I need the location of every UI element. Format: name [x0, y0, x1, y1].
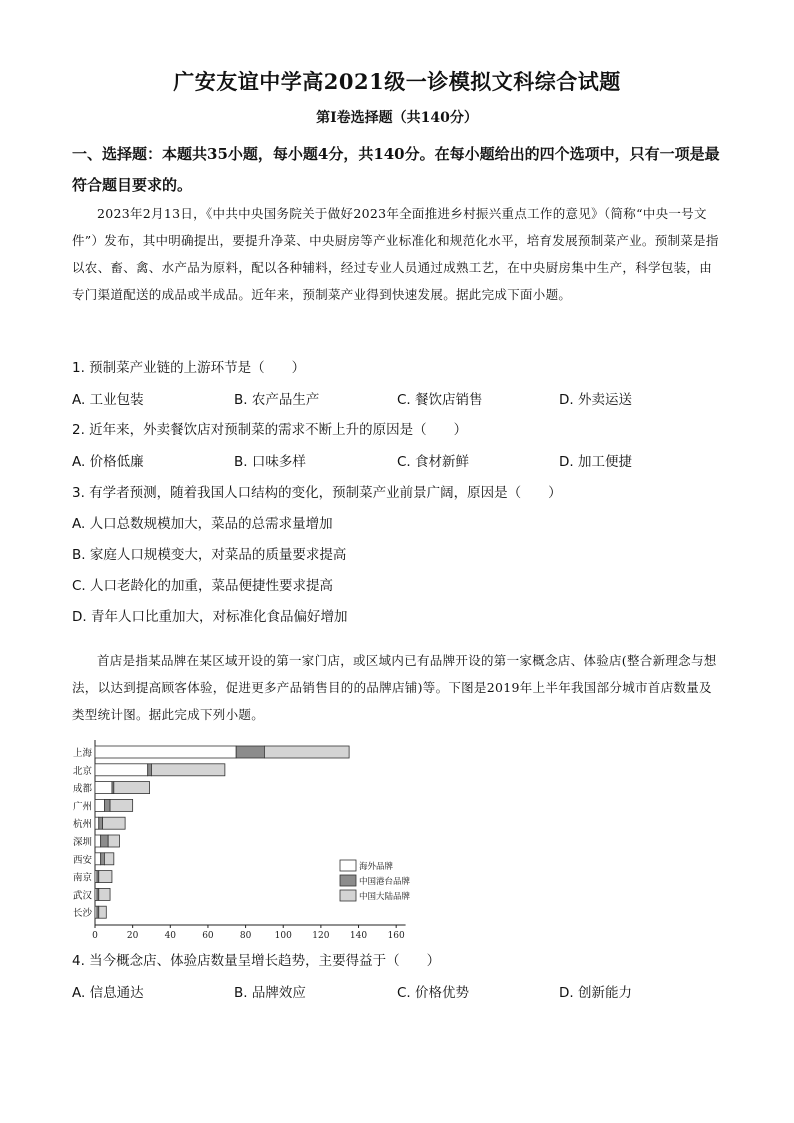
question-2-option-b: B. 口味多样: [234, 454, 306, 470]
category-label: 北京: [72, 765, 92, 777]
bar-segment: [236, 746, 264, 758]
question-2-option-c: C. 食材新鲜: [397, 454, 470, 470]
bar-segment: [151, 764, 224, 776]
bar-segment: [95, 764, 148, 776]
legend-swatch: [340, 890, 356, 901]
x-tick-label: 0: [92, 931, 98, 941]
legend-label: 中国港台品牌: [359, 877, 411, 887]
question-4-option-c: C. 价格优势: [397, 985, 470, 1001]
bar-segment: [148, 764, 152, 776]
category-label: 广州: [72, 801, 92, 813]
legend-label: 中国大陆品牌: [359, 892, 411, 902]
category-label: 成都: [72, 783, 92, 795]
bar-segment: [99, 871, 112, 883]
x-tick-label: 160: [387, 931, 405, 941]
x-tick-label: 40: [164, 931, 177, 941]
category-label: 杭州: [72, 819, 92, 831]
question-2-option-a: A. 价格低廉: [72, 454, 144, 470]
bar-segment: [95, 746, 236, 758]
question-4-stem: 4. 当今概念店、体验店数量呈增长趋势，主要得益于（ ）: [72, 953, 441, 969]
question-2-option-d: D. 加工便捷: [559, 454, 632, 470]
bar-segment: [110, 799, 133, 811]
question-4-option-d: D. 创新能力: [559, 985, 632, 1001]
x-tick-label: 60: [202, 931, 214, 941]
x-tick-label: 80: [239, 931, 252, 941]
bar-segment: [99, 906, 107, 918]
question-4-option-b: B. 品牌效应: [234, 985, 306, 1001]
passage-prepared-food: 2023年2月13日，《中共中央国务院关于做好2023年全面推进乡村振兴重点工作的意见》（简称“中央一号文件”）发布，其中明确提出，要提升净菜、中央厨房等产业标准化和规范化水平，培育发展预制菜产业。预制菜是指以农、畜、禽、水产品为原料，配以各种辅料，经过专业人员通过成熟工艺，在中央厨房集中生产，科学包装，由专门渠道配送的成品或半成品。近年来，预制菜产业得到快速发展。据此完成下面小题。: [72, 206, 719, 302]
category-label: 深圳: [72, 837, 92, 848]
x-tick-label: 120: [312, 931, 330, 941]
question-1-stem: 1. 预制菜产业链的上游环节是（ ）: [72, 360, 306, 376]
x-tick-label: 20: [126, 931, 139, 941]
category-label: 西安: [72, 854, 92, 866]
exam-subtitle: 第Ⅰ卷选择题（共140分）: [316, 110, 478, 126]
legend-label: 海外品牌: [359, 862, 394, 872]
bar-segment: [104, 853, 113, 865]
question-3-option-c: C. 人口老龄化的加重，菜品便捷性要求提高: [72, 578, 334, 594]
question-3-option-b: B. 家庭人口规模变大，对菜品的质量要求提高: [72, 547, 347, 563]
section-heading: 一、选择题：本题共35小题，每小题4分，共140分。在每小题给出的四个选项中，只有一项是最符合题目要求的。: [72, 145, 720, 194]
bar-segment: [101, 835, 109, 847]
category-label: 长沙: [72, 908, 92, 920]
question-3-option-a: A. 人口总数规模加大，菜品的总需求量增加: [72, 516, 333, 532]
bar-segment: [114, 782, 150, 794]
bar-segment: [95, 835, 101, 847]
bar-segment: [108, 835, 119, 847]
bar-segment: [95, 853, 101, 865]
question-1-option-a: A. 工业包装: [72, 392, 144, 408]
category-label: 武汉: [72, 890, 92, 902]
legend-swatch: [340, 860, 356, 871]
question-2-stem: 2. 近年来，外卖餐饮店对预制菜的需求不断上升的原因是（ ）: [72, 422, 468, 438]
exam-title: 广安友谊中学高2021级一诊模拟文科综合试题: [173, 69, 621, 94]
bar-segment: [99, 817, 103, 829]
x-tick-label: 140: [349, 931, 368, 941]
question-1-option-c: C. 餐饮店销售: [397, 392, 483, 408]
bar-segment: [95, 799, 104, 811]
bar-segment: [99, 888, 110, 900]
bar-segment: [95, 782, 112, 794]
question-3-stem: 3. 有学者预测，随着我国人口结构的变化，预制菜产业前景广阔，原因是（ ）: [72, 485, 562, 501]
question-4-option-a: A. 信息通达: [72, 985, 144, 1001]
bar-segment: [103, 817, 126, 829]
first-store-chart: [62, 738, 428, 943]
bar-segment: [101, 853, 105, 865]
category-label: 上海: [72, 748, 92, 759]
passage-first-store: 首店是指某品牌在某区域开设的第一家门店，或区域内已有品牌开设的第一家概念店、体验店(整合新理念与想法，以达到提高顾客体验，促进更多产品销售目的的品牌店铺)等。下图是2019年上半年我国部分城市首店数量及类型统计图。据此完成下列小题。: [72, 653, 717, 722]
bar-segment: [104, 799, 110, 811]
question-3-option-d: D. 青年人口比重加大，对标准化食品偏好增加: [72, 609, 348, 625]
question-1-option-d: D. 外卖运送: [559, 392, 632, 408]
bar-segment: [264, 746, 349, 758]
question-1-option-b: B. 农产品生产: [234, 392, 320, 408]
legend-swatch: [340, 875, 356, 886]
x-tick-label: 100: [274, 931, 292, 941]
category-label: 南京: [72, 872, 92, 884]
bar-segment: [95, 817, 99, 829]
